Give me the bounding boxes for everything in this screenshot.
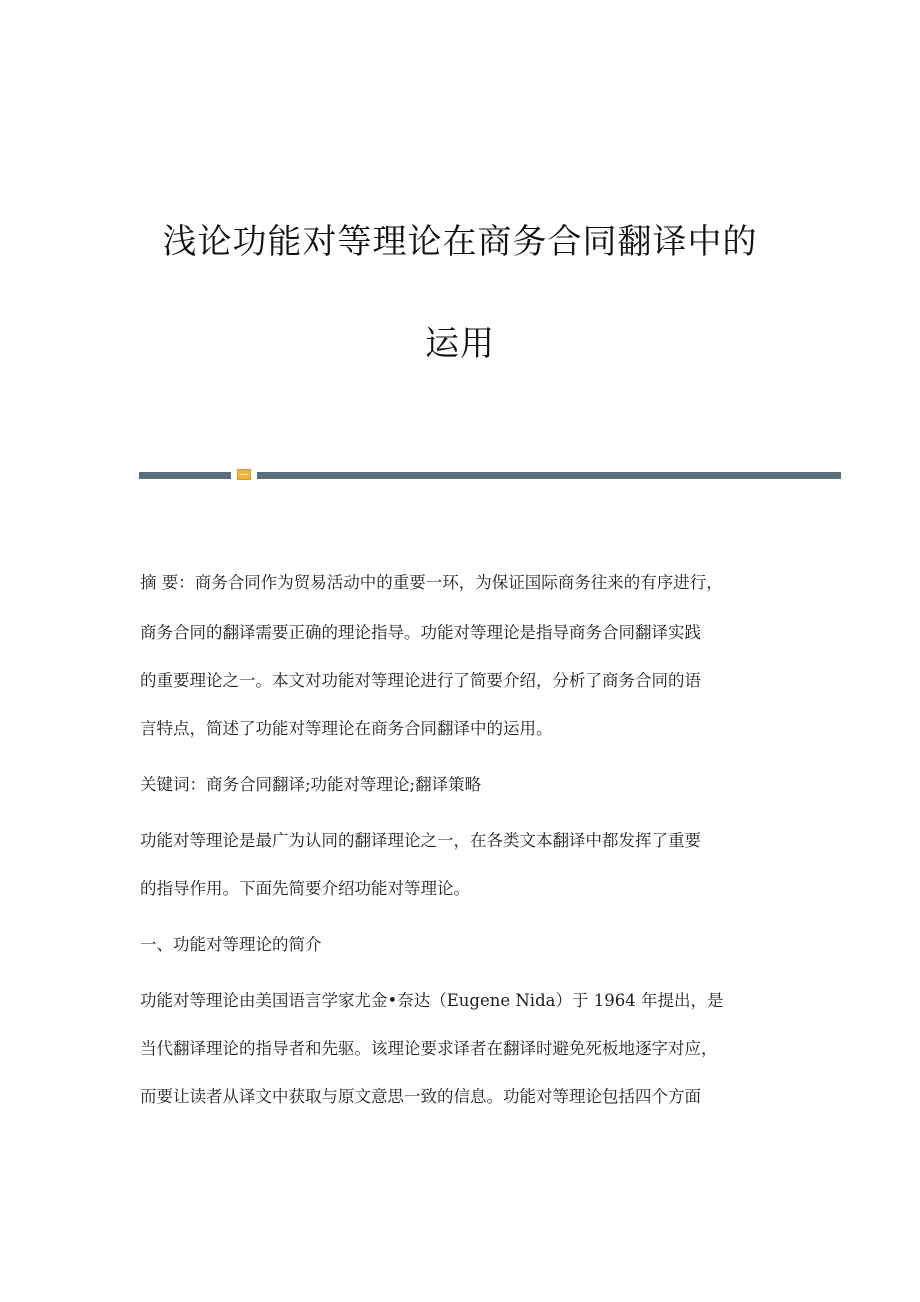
- abstract-line: 的重要理论之一。本文对功能对等理论进行了简要介绍，分析了商务合同的语: [140, 671, 701, 690]
- abstract-line: 摘 要：商务合同作为贸易活动中的重要一环，为保证国际商务往来的有序进行，: [140, 573, 723, 592]
- paragraph-line: 的指导作用。下面先简要介绍功能对等理论。: [140, 879, 470, 898]
- divider-bar-left: [139, 472, 231, 479]
- abstract-line: 言特点，简述了功能对等理论在商务合同翻译中的运用。: [140, 719, 553, 738]
- section-heading: 一、功能对等理论的简介: [140, 935, 322, 954]
- paragraph-line: 功能对等理论是最广为认同的翻译理论之一，在各类文本翻译中都发挥了重要: [140, 831, 701, 850]
- document-title-line-1: 浅论功能对等理论在商务合同翻译中的: [162, 222, 758, 262]
- document-title-line-2: 运用: [425, 324, 495, 364]
- paragraph-line: 功能对等理论由美国语言学家尤金•奈达（Eugene Nida）于 1964 年提出，是: [140, 991, 724, 1010]
- paragraph-line: 而要让读者从译文中获取与原文意思一致的信息。功能对等理论包括四个方面: [140, 1087, 701, 1106]
- keywords: 关键词：商务合同翻译;功能对等理论;翻译策略: [140, 775, 482, 794]
- abstract-line: 商务合同的翻译需要正确的理论指导。功能对等理论是指导商务合同翻译实践: [140, 623, 701, 642]
- divider-ornament-icon: [237, 469, 251, 480]
- title-divider: [139, 471, 841, 479]
- divider-bar-right: [257, 472, 841, 479]
- paragraph-line: 当代翻译理论的指导者和先驱。该理论要求译者在翻译时避免死板地逐字对应，: [140, 1039, 718, 1058]
